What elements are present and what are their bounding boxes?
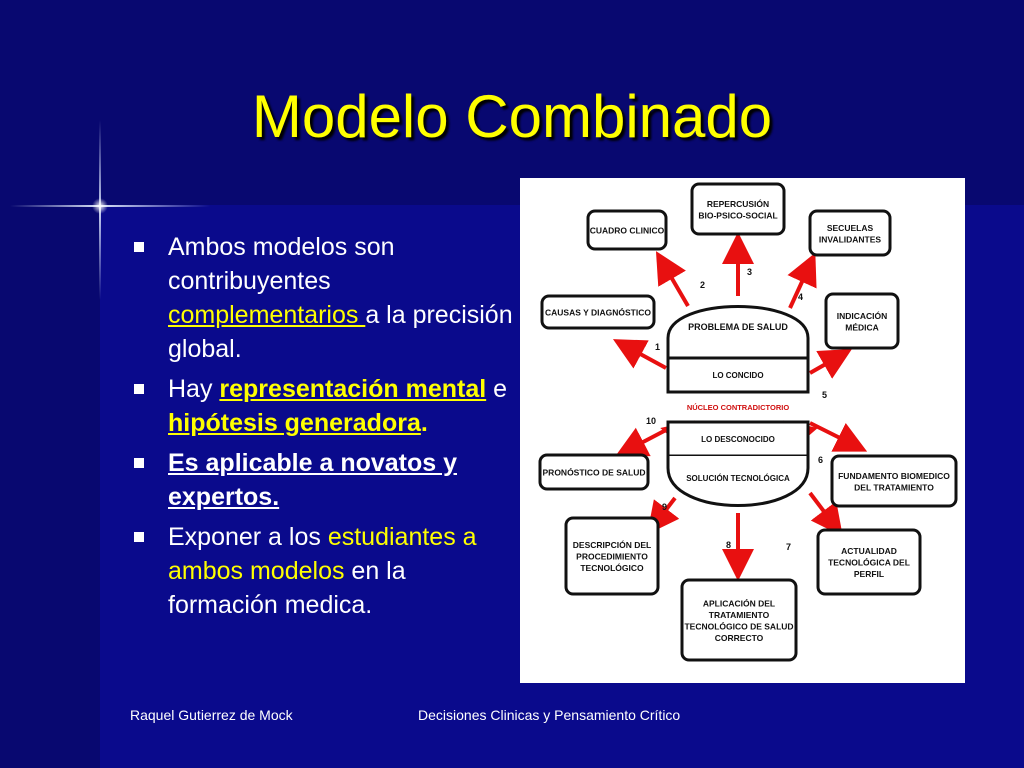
diagram-box-label: INDICACIÓN: [836, 310, 888, 321]
arrow-number-label: 10: [646, 416, 657, 426]
diagram-box-label: INVALIDANTES: [818, 234, 882, 245]
diagram-box-aplicacion: [682, 580, 796, 660]
diagram-box-secuelas: [810, 211, 890, 255]
diagram-arrow: [660, 258, 688, 306]
diagram-box-label: PROCEDIMIENTO: [576, 551, 648, 562]
diagram-box-label: CUADRO CLINICO: [589, 225, 665, 236]
diagram-panel: [520, 178, 965, 683]
diagram-box-label: BIO-PSICO-SOCIAL: [698, 210, 778, 221]
slide-title: Modelo Combinado: [251, 83, 773, 150]
arrow-number-label: 2: [700, 280, 706, 290]
footer-author: Raquel Gutierrez de Mock: [130, 707, 293, 723]
diagram-box-label: SECUELAS: [826, 222, 874, 233]
diagram-box-label: TECNOLÓGICA DEL: [828, 557, 910, 568]
diagram-box-label: ACTUALIDAD: [841, 546, 897, 556]
bullet-text-run: Hay: [168, 375, 220, 403]
diagram-box-label: DESCRIPCIÓN DEL: [572, 540, 652, 550]
center-dome-top: [668, 307, 808, 359]
center-label-middle: NÚCLEO CONTRADICTORIO: [686, 403, 790, 412]
diagram-box-label: APLICACIÓN DEL: [702, 598, 776, 609]
arrow-number-label: 8: [726, 540, 732, 550]
center-label-top_label: PROBLEMA DE SALUD: [688, 322, 788, 332]
bullet-text-run: Ambos modelos son contribuyentes: [168, 233, 395, 295]
center-label-band2: LO DESCONOCIDO: [701, 435, 775, 444]
diagram-box-indicacion: [826, 294, 898, 348]
bullet-text-run: .: [420, 409, 428, 437]
bullet-marker-icon: [134, 242, 144, 252]
center-label-bottom_label: SOLUCIÓN TECNOLÓGICA: [686, 474, 790, 483]
diagram-box-label: CAUSAS Y DIAGNÓSTICO: [545, 307, 651, 318]
diagram-box-repercusion: [692, 184, 784, 234]
diagram-box-label: PRONÓSTICO DE SALUD: [542, 467, 646, 478]
arrow-number-label: 7: [786, 542, 792, 552]
diagram-box-label: MÉDICA: [845, 322, 879, 333]
bullet-item: [130, 230, 520, 366]
arrow-number-label: 3: [747, 267, 753, 277]
diagram-box-label: TECNOLÓGICO DE SALUD: [684, 621, 794, 632]
footer-course: Decisiones Clinicas y Pensamiento Crítico: [418, 707, 681, 723]
bullet-list: [130, 230, 520, 628]
diagram-box-label: FUNDAMENTO BIOMEDICO: [838, 470, 950, 481]
bullet-marker-icon: [134, 384, 144, 394]
arrow-number-label: 5: [822, 390, 828, 400]
bullet-item: [130, 372, 520, 440]
bullet-item: [130, 446, 520, 514]
bullet-text-run: a la precisión global.: [168, 301, 513, 363]
diagram-box-label: TRATAMIENTO: [708, 609, 770, 620]
diagram-arrow: [810, 423, 860, 448]
bullet-marker-icon: [134, 458, 144, 468]
arrow-number-label: 4: [798, 292, 804, 302]
diagram-box-label: PERFIL: [853, 569, 885, 579]
light-flare-horizontal: [10, 205, 210, 207]
center-label-band1: LO CONCIDO: [712, 371, 764, 380]
bullet-text-run: hipótesis generadora: [168, 409, 421, 437]
diagram-box-label: TECNOLÓGICO: [580, 563, 644, 573]
diagram-box-fundamento: [832, 456, 956, 506]
diagram-arrow: [622, 430, 666, 453]
bullet-text-run: en la formación medica.: [168, 557, 406, 619]
bullet-text-run: Es aplicable a novatos y expertos.: [168, 449, 458, 511]
bullet-text-run: complementarios: [168, 301, 366, 329]
bullet-text-run: estudiantes a ambos modelos: [168, 523, 477, 585]
combined-model-diagram: [520, 178, 965, 683]
diagram-arrow: [810, 353, 845, 373]
diagram-box-label: DEL TRATAMIENTO: [854, 482, 934, 493]
bullet-text-run: Exponer a los: [168, 523, 328, 551]
bullet-marker-icon: [134, 532, 144, 542]
bullet-item: [130, 520, 520, 622]
diagram-box-label: CORRECTO: [714, 632, 764, 643]
bullet-text-run: e: [486, 375, 508, 403]
arrow-number-label: 9: [662, 502, 668, 512]
diagram-box-label: REPERCUSIÓN: [706, 198, 770, 209]
light-flare-center: [92, 198, 108, 214]
arrow-number-label: 6: [818, 455, 824, 465]
bullet-text-run: representación mental: [219, 375, 487, 403]
arrow-number-label: 1: [655, 342, 661, 352]
